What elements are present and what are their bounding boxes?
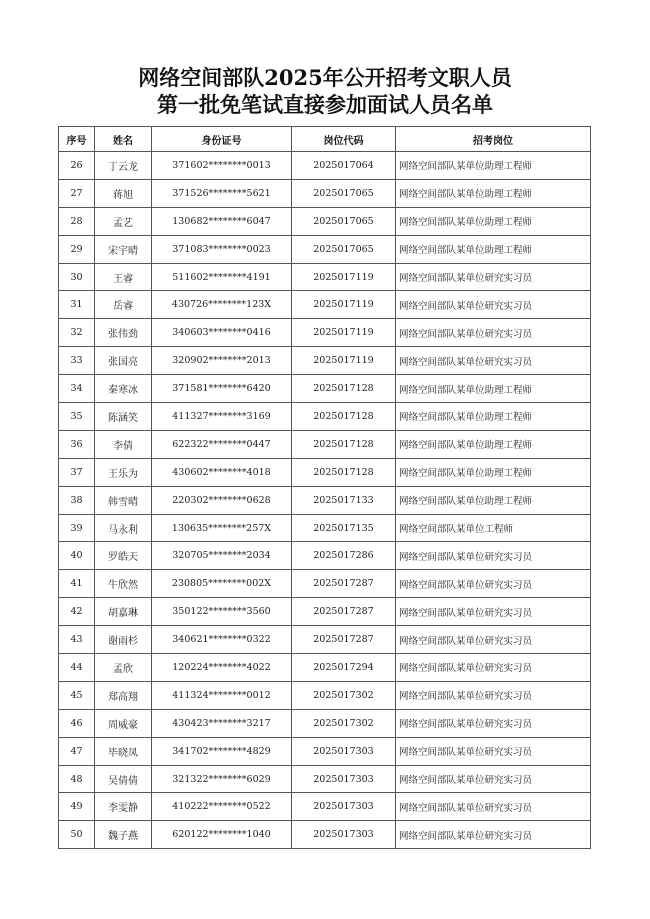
table-row (59, 486, 591, 514)
cell-id-number: 511602********4191 (152, 263, 292, 291)
cell-serial: 44 (59, 654, 95, 682)
cell-id-number: 430423********3217 (152, 709, 292, 737)
cell-position-code: 2025017119 (292, 263, 396, 291)
cell-serial: 40 (59, 542, 95, 570)
cell-name: 秦寒冰 (95, 375, 152, 403)
cell-position: 网络空间部队某单位研究实习员 (396, 737, 591, 765)
cell-name: 韩雪晴 (95, 486, 152, 514)
cell-id-number: 620122********1040 (152, 821, 292, 849)
cell-serial: 46 (59, 709, 95, 737)
cell-name: 丁云龙 (95, 152, 152, 180)
cell-serial: 26 (59, 152, 95, 180)
cell-position-code: 2025017287 (292, 626, 396, 654)
cell-name: 王乐为 (95, 458, 152, 486)
cell-position-code: 2025017065 (292, 207, 396, 235)
cell-serial: 34 (59, 375, 95, 403)
cell-name: 王睿 (95, 263, 152, 291)
table-row (59, 542, 591, 570)
cell-serial: 49 (59, 793, 95, 821)
cell-id-number: 371526********5621 (152, 179, 292, 207)
table-row (59, 347, 591, 375)
cell-position: 网络空间部队某单位研究实习员 (396, 319, 591, 347)
cell-id-number: 430726********123X (152, 291, 292, 319)
table-header-row (59, 127, 591, 152)
table-row (59, 179, 591, 207)
table-row (59, 598, 591, 626)
cell-position: 网络空间部队某单位助理工程师 (396, 486, 591, 514)
table-row (59, 152, 591, 180)
cell-id-number: 411327********3169 (152, 403, 292, 431)
cell-id-number: 410222********0522 (152, 793, 292, 821)
cell-id-number: 321322********6029 (152, 765, 292, 793)
cell-name: 郑高翔 (95, 681, 152, 709)
cell-serial: 45 (59, 681, 95, 709)
table-body (59, 152, 591, 849)
cell-name: 陈涵笑 (95, 403, 152, 431)
cell-position: 网络空间部队某单位研究实习员 (396, 347, 591, 375)
cell-serial: 30 (59, 263, 95, 291)
cell-serial: 37 (59, 458, 95, 486)
cell-name: 魏子燕 (95, 821, 152, 849)
cell-position-code: 2025017064 (292, 152, 396, 180)
table-row (59, 709, 591, 737)
cell-name: 李倩 (95, 430, 152, 458)
cell-position: 网络空间部队某单位助理工程师 (396, 207, 591, 235)
cell-serial: 48 (59, 765, 95, 793)
cell-position: 网络空间部队某单位助理工程师 (396, 375, 591, 403)
cell-name: 马永利 (95, 514, 152, 542)
cell-serial: 36 (59, 430, 95, 458)
cell-name: 孟欣 (95, 654, 152, 682)
cell-id-number: 220302********0628 (152, 486, 292, 514)
cell-position: 网络空间部队某单位助理工程师 (396, 458, 591, 486)
cell-id-number: 320705********2034 (152, 542, 292, 570)
cell-position: 网络空间部队某单位研究实习员 (396, 793, 591, 821)
cell-id-number: 350122********3560 (152, 598, 292, 626)
cell-position: 网络空间部队某单位研究实习员 (396, 263, 591, 291)
cell-position: 网络空间部队某单位研究实习员 (396, 681, 591, 709)
table-row (59, 765, 591, 793)
cell-position-code: 2025017302 (292, 709, 396, 737)
cell-position-code: 2025017065 (292, 235, 396, 263)
cell-serial: 38 (59, 486, 95, 514)
table-row (59, 291, 591, 319)
cell-name: 周威豪 (95, 709, 152, 737)
table-row (59, 207, 591, 235)
cell-serial: 50 (59, 821, 95, 849)
table-row (59, 793, 591, 821)
cell-serial: 41 (59, 570, 95, 598)
cell-position-code: 2025017119 (292, 347, 396, 375)
cell-position-code: 2025017128 (292, 430, 396, 458)
cell-position: 网络空间部队某单位研究实习员 (396, 654, 591, 682)
cell-position: 网络空间部队某单位研究实习员 (396, 709, 591, 737)
cell-name: 张伟劲 (95, 319, 152, 347)
column-header-position-code: 岗位代码 (292, 127, 396, 152)
cell-position-code: 2025017302 (292, 681, 396, 709)
cell-position-code: 2025017135 (292, 514, 396, 542)
cell-name: 谢雨杉 (95, 626, 152, 654)
cell-serial: 27 (59, 179, 95, 207)
cell-serial: 29 (59, 235, 95, 263)
cell-position-code: 2025017128 (292, 403, 396, 431)
cell-name: 牛欣然 (95, 570, 152, 598)
cell-position-code: 2025017128 (292, 458, 396, 486)
cell-position-code: 2025017119 (292, 291, 396, 319)
cell-serial: 32 (59, 319, 95, 347)
table-row (59, 514, 591, 542)
cell-id-number: 371083********0023 (152, 235, 292, 263)
table-row (59, 235, 591, 263)
cell-serial: 33 (59, 347, 95, 375)
cell-position: 网络空间部队某单位研究实习员 (396, 291, 591, 319)
cell-id-number: 340603********0416 (152, 319, 292, 347)
cell-id-number: 622322********0447 (152, 430, 292, 458)
cell-name: 胡嘉琳 (95, 598, 152, 626)
column-header-serial: 序号 (59, 127, 95, 152)
cell-name: 李雯静 (95, 793, 152, 821)
table-row (59, 654, 591, 682)
cell-name: 岳睿 (95, 291, 152, 319)
candidate-table (58, 126, 591, 849)
cell-name: 蒋旭 (95, 179, 152, 207)
cell-id-number: 430602********4018 (152, 458, 292, 486)
cell-serial: 35 (59, 403, 95, 431)
cell-position-code: 2025017119 (292, 319, 396, 347)
cell-position-code: 2025017287 (292, 598, 396, 626)
document-title-line-2: 第一批免笔试直接参加面试人员名单 (157, 92, 493, 117)
table-row (59, 263, 591, 291)
cell-id-number: 371602********0013 (152, 152, 292, 180)
cell-position: 网络空间部队某单位助理工程师 (396, 403, 591, 431)
cell-position: 网络空间部队某单位研究实习员 (396, 821, 591, 849)
cell-position-code: 2025017303 (292, 793, 396, 821)
cell-id-number: 320902********2013 (152, 347, 292, 375)
cell-id-number: 230805********002X (152, 570, 292, 598)
cell-serial: 39 (59, 514, 95, 542)
table-row (59, 430, 591, 458)
cell-position: 网络空间部队某单位研究实习员 (396, 542, 591, 570)
cell-name: 罗皓天 (95, 542, 152, 570)
cell-name: 宋宇晴 (95, 235, 152, 263)
cell-id-number: 411324********0012 (152, 681, 292, 709)
cell-name: 毕晓凤 (95, 737, 152, 765)
cell-position: 网络空间部队某单位工程师 (396, 514, 591, 542)
cell-id-number: 341702********4829 (152, 737, 292, 765)
table-row (59, 319, 591, 347)
cell-serial: 43 (59, 626, 95, 654)
table-row (59, 403, 591, 431)
cell-position: 网络空间部队某单位助理工程师 (396, 235, 591, 263)
cell-name: 张国亮 (95, 347, 152, 375)
document-title-line-1: 网络空间部队2025年公开招考文职人员 (138, 65, 512, 90)
cell-id-number: 120224********4022 (152, 654, 292, 682)
cell-position: 网络空间部队某单位助理工程师 (396, 152, 591, 180)
cell-position-code: 2025017128 (292, 375, 396, 403)
cell-position-code: 2025017303 (292, 737, 396, 765)
cell-serial: 47 (59, 737, 95, 765)
cell-position-code: 2025017303 (292, 765, 396, 793)
column-header-name: 姓名 (95, 127, 152, 152)
cell-id-number: 371581********6420 (152, 375, 292, 403)
cell-position-code: 2025017303 (292, 821, 396, 849)
cell-name: 孟艺 (95, 207, 152, 235)
cell-id-number: 130635********257X (152, 514, 292, 542)
table-row (59, 570, 591, 598)
cell-position: 网络空间部队某单位研究实习员 (396, 598, 591, 626)
cell-position: 网络空间部队某单位研究实习员 (396, 765, 591, 793)
table-row (59, 458, 591, 486)
cell-position-code: 2025017287 (292, 570, 396, 598)
cell-id-number: 340621********0322 (152, 626, 292, 654)
cell-position: 网络空间部队某单位助理工程师 (396, 430, 591, 458)
table-row (59, 626, 591, 654)
cell-position-code: 2025017286 (292, 542, 396, 570)
column-header-position: 招考岗位 (396, 127, 591, 152)
table-row (59, 821, 591, 849)
cell-name: 吴倩倩 (95, 765, 152, 793)
table-row (59, 375, 591, 403)
cell-serial: 31 (59, 291, 95, 319)
cell-position: 网络空间部队某单位研究实习员 (396, 626, 591, 654)
cell-position: 网络空间部队某单位研究实习员 (396, 570, 591, 598)
cell-position-code: 2025017133 (292, 486, 396, 514)
table-row (59, 681, 591, 709)
cell-serial: 42 (59, 598, 95, 626)
table-row (59, 737, 591, 765)
cell-id-number: 130682********6047 (152, 207, 292, 235)
cell-position: 网络空间部队某单位助理工程师 (396, 179, 591, 207)
cell-position-code: 2025017294 (292, 654, 396, 682)
column-header-id-number: 身份证号 (152, 127, 292, 152)
cell-serial: 28 (59, 207, 95, 235)
cell-position-code: 2025017065 (292, 179, 396, 207)
